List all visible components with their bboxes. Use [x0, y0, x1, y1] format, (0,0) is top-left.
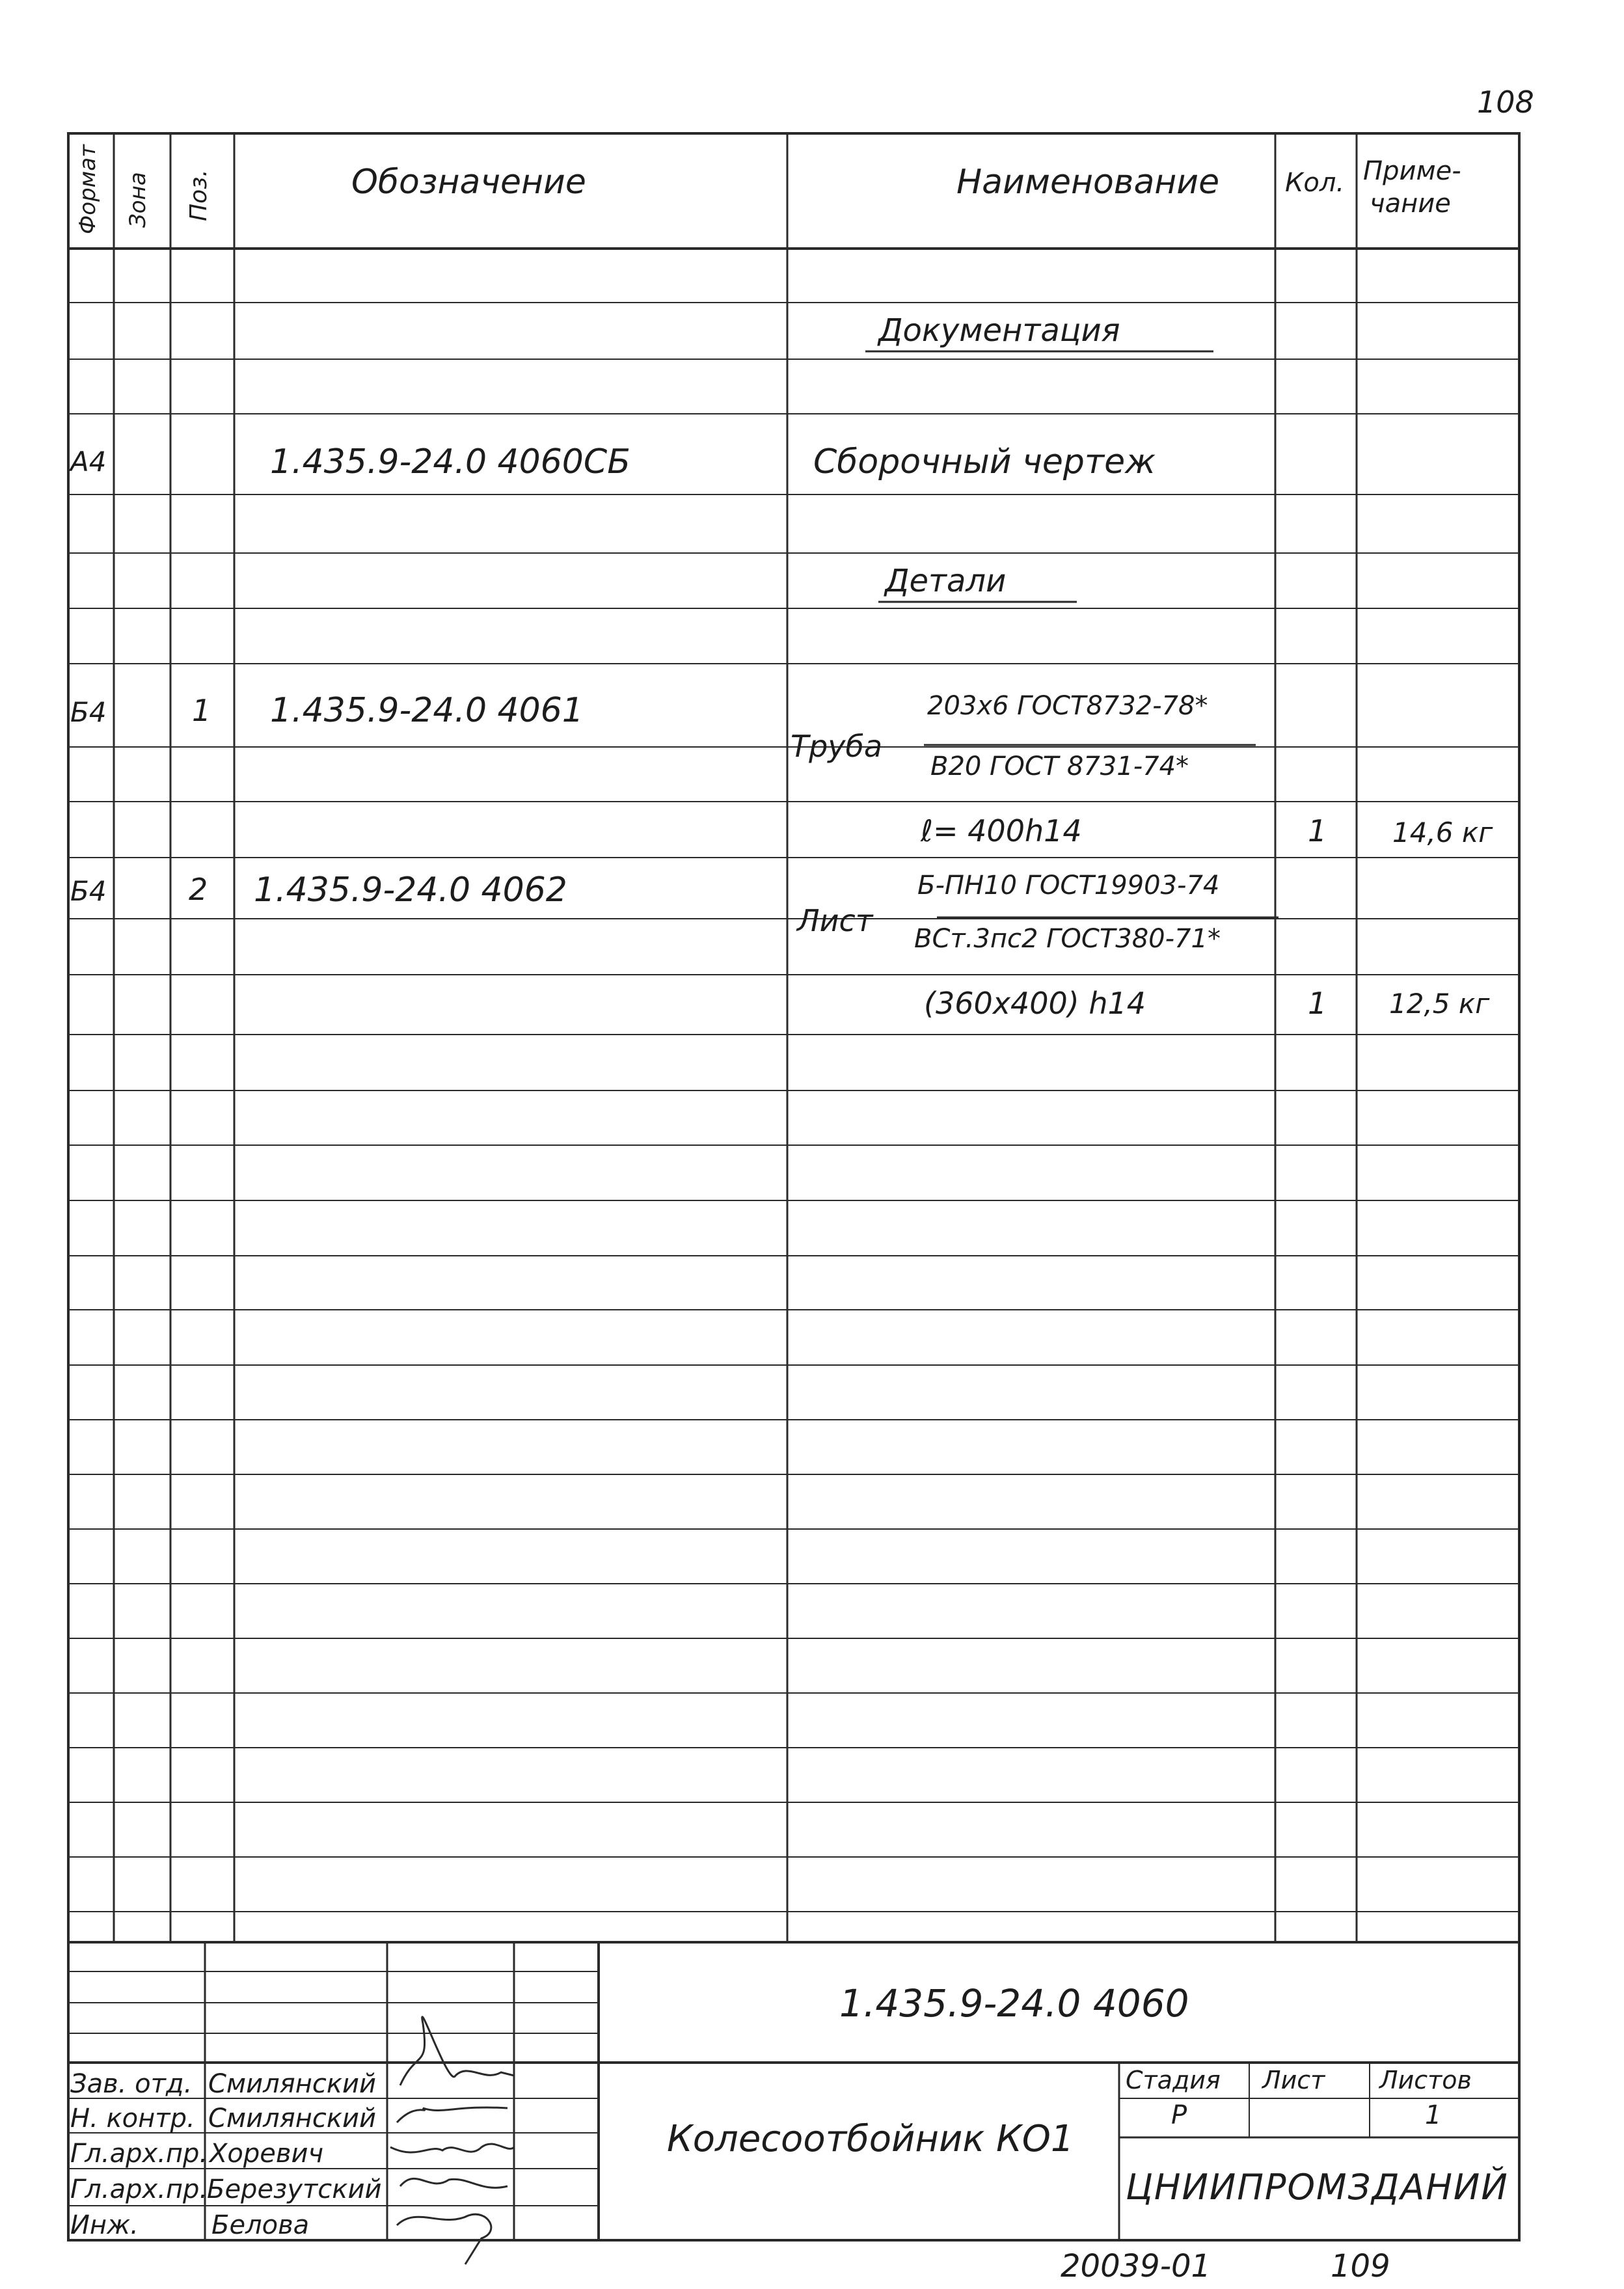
staff-role-2: Н. контр.: [70, 2104, 195, 2133]
title-organization: ЦНИИПРОМЗДАНИЙ: [1126, 2167, 1509, 2208]
footer-code: 20039-01: [1061, 2248, 1211, 2284]
row-sheet-pos: 2: [189, 872, 208, 907]
title-sheets-value: 1: [1425, 2100, 1442, 2130]
row-sheet-size: (360х400) h14: [924, 986, 1146, 1021]
row-sheet-fraction-bottom: ВСт.3пс2 ГОСТ380-71*: [914, 924, 1221, 954]
title-name: Колесоотбойник КО1: [667, 2118, 1074, 2160]
header-note-line2: чание: [1370, 189, 1451, 219]
staff-name-5: Белова: [211, 2210, 310, 2240]
page-number-top: 108: [1477, 85, 1534, 120]
row-pipe-format: Б4: [70, 696, 107, 728]
header-note-line1: Приме-: [1363, 156, 1461, 186]
row-pipe-pos: 1: [192, 693, 211, 728]
row-pipe-fraction-bottom: В20 ГОСТ 8731-74*: [930, 752, 1189, 781]
row-pipe-qty: 1: [1308, 813, 1327, 848]
staff-name-1: Смилянский: [208, 2069, 377, 2099]
row-assembly-format: А4: [70, 446, 107, 478]
staff-role-5: Инж.: [70, 2210, 139, 2240]
header-pos: Поз.: [185, 169, 212, 221]
row-pipe-name-word: Труба: [791, 729, 883, 764]
header-format: Формат: [75, 144, 101, 234]
row-pipe-designation: 1.435.9-24.0 4061: [270, 691, 584, 730]
row-pipe-size: ℓ= 400h14: [921, 813, 1082, 848]
section-documentation: Документация: [878, 312, 1120, 349]
row-sheet-designation: 1.435.9-24.0 4062: [254, 871, 567, 910]
title-stage-value: Р: [1171, 2100, 1187, 2130]
row-assembly-name: Сборочный чертеж: [813, 442, 1156, 481]
title-sheets-label: Листов: [1379, 2066, 1472, 2094]
title-doc-number: 1.435.9-24.0 4060: [839, 1981, 1189, 2025]
header-zone: Зона: [125, 172, 151, 228]
row-sheet-note: 12,5 кг: [1389, 988, 1490, 1020]
footer-page: 109: [1331, 2248, 1390, 2284]
row-assembly-designation: 1.435.9-24.0 4060СБ: [270, 442, 630, 481]
staff-role-1: Зав. отд.: [70, 2069, 193, 2099]
title-stage-label: Стадия: [1126, 2066, 1221, 2094]
header-name: Наименование: [956, 163, 1220, 202]
staff-name-2: Смилянский: [208, 2104, 377, 2133]
section-details: Детали: [885, 563, 1007, 599]
row-pipe-fraction-top: 203х6 ГОСТ8732-78*: [927, 691, 1208, 721]
staff-role-3: Гл.арх.пр.: [70, 2139, 208, 2169]
staff-name-3: Хоревич: [210, 2139, 324, 2169]
signatures: [390, 2017, 514, 2264]
title-sheet-label: Лист: [1262, 2066, 1325, 2094]
staff-role-4: Гл.арх.пр.: [70, 2174, 208, 2204]
row-sheet-name-word: Лист: [797, 903, 873, 938]
row-sheet-format: Б4: [70, 875, 107, 907]
row-pipe-note: 14,6 кг: [1392, 817, 1493, 848]
row-sheet-qty: 1: [1308, 986, 1327, 1021]
header-designation: Обозначение: [351, 163, 586, 202]
row-sheet-fraction-top: Б-ПН10 ГОСТ19903-74: [917, 871, 1220, 901]
staff-name-4: Березутский: [207, 2174, 382, 2204]
header-qty: Кол.: [1285, 168, 1345, 198]
